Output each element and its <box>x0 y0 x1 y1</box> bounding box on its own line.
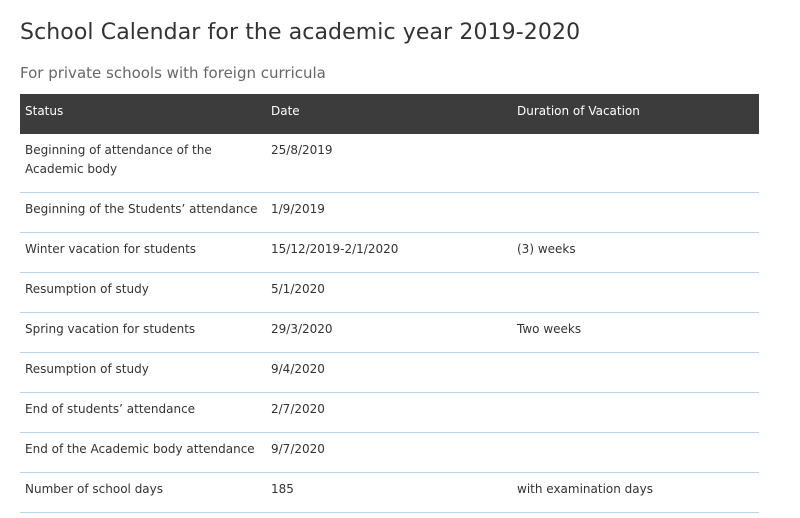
cell-duration: (3) weeks <box>517 241 576 256</box>
table-row <box>20 472 759 512</box>
page-subtitle: For private schools with foreign curricula <box>20 64 326 82</box>
cell-duration: with examination days <box>517 481 654 496</box>
table-row <box>20 352 759 392</box>
column-header-status: Status <box>25 104 64 118</box>
cell-date: 185 <box>271 481 294 496</box>
cell-duration <box>512 272 759 312</box>
calendar-table <box>20 94 759 513</box>
cell-status: Beginning of attendance of the Academic body <box>25 143 212 176</box>
table-row <box>20 312 759 352</box>
cell-duration <box>512 352 759 392</box>
cell-status: Beginning of the Students’ attendance <box>25 201 258 216</box>
cell-status: Spring vacation for students <box>25 321 196 336</box>
cell-duration <box>512 432 759 472</box>
page-title: School Calendar for the academic year 2019-2020 <box>20 20 581 45</box>
cell-date: 25/8/2019 <box>271 143 333 157</box>
table-header-row <box>20 94 759 134</box>
column-header-date: Date <box>271 104 300 118</box>
cell-date: 9/4/2020 <box>271 361 325 376</box>
cell-duration <box>512 134 759 192</box>
table-row <box>20 432 759 472</box>
cell-status: Winter vacation for students <box>25 241 197 256</box>
table-row <box>20 272 759 312</box>
cell-duration <box>512 392 759 432</box>
cell-date: 2/7/2020 <box>271 401 325 416</box>
cell-date: 1/9/2019 <box>271 201 325 216</box>
table-row <box>20 392 759 432</box>
cell-status: End of students’ attendance <box>25 401 196 416</box>
cell-duration: Two weeks <box>517 321 582 336</box>
cell-status: Number of school days <box>25 481 164 496</box>
table-row <box>20 192 759 232</box>
cell-duration <box>512 192 759 232</box>
table-body <box>20 134 759 512</box>
cell-date: 15/12/2019-2/1/2020 <box>271 241 399 256</box>
cell-date: 9/7/2020 <box>271 441 325 456</box>
cell-status: Resumption of study <box>25 281 149 296</box>
table-row <box>20 232 759 272</box>
table-row <box>20 134 759 192</box>
cell-date: 5/1/2020 <box>271 281 325 296</box>
table-header <box>20 94 759 134</box>
cell-status: Resumption of study <box>25 361 149 376</box>
column-header-duration: Duration of Vacation <box>517 104 640 118</box>
cell-status: End of the Academic body attendance <box>25 441 255 456</box>
cell-date: 29/3/2020 <box>271 321 333 336</box>
